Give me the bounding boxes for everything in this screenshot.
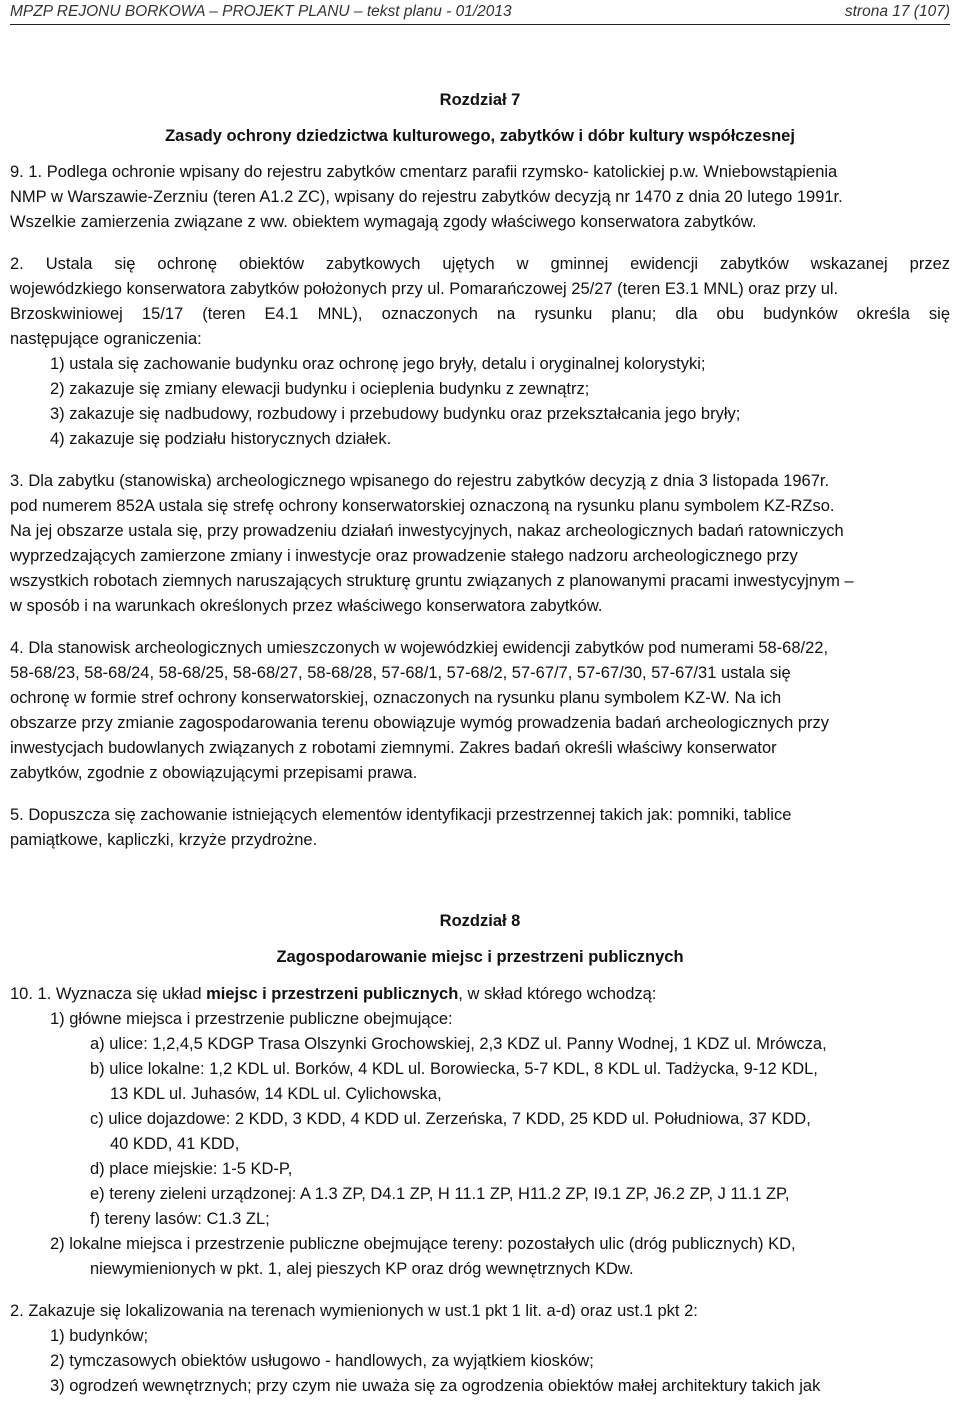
para-9-4-line-6: zabytków, zgodnie z obowiązującymi przepisami prawa. bbox=[10, 764, 418, 782]
para-10-1-item-e: e) tereny zieleni urządzonej: A 1.3 ZP, D4.1 ZP, H 11.1 ZP, H11.2 ZP, I9.1 ZP, J6.2 ZP, J 11.1 ZP, bbox=[90, 1185, 790, 1203]
para-10-2-item-2: 2) tymczasowych obiektów usługowo - handlowych, za wyjątkiem kiosków; bbox=[50, 1352, 594, 1370]
para-10-1-bold: miejsc i przestrzeni publicznych bbox=[206, 985, 459, 1003]
para-10-1-item-1: 1) główne miejsca i przestrzenie publiczne obejmujące: bbox=[50, 1010, 453, 1028]
para-9-4-line-4: obszarze przy zmianie zagospodarowania terenu obowiązuje wymóg prowadzenia badań archeologicznych przy bbox=[10, 714, 830, 732]
para-9-2-line-4: następujące ograniczenia: bbox=[10, 330, 202, 348]
para-10-1-line-1 bbox=[10, 985, 656, 1004]
para-10-1-item-b-line-1: b) ulice lokalne: 1,2 KDL ul. Borków, 4 KDL ul. Borowiecka, 5-7 KDL, 8 KDL ul. Tadżycka, 9-12 KDL, bbox=[90, 1060, 818, 1078]
para-9-4-line-3: ochronę w formie stref ochrony konserwatorskiej, oznaczonych na rysunku planu symbolem KZ-W. Na ich bbox=[10, 689, 782, 707]
page-number: strona 17 (107) bbox=[844, 3, 950, 20]
para-9-3-line-1: 3. Dla zabytku (stanowiska) archeologicznego wpisanego do rejestru zabytków decyzją z dnia 3 listopada 1967r. bbox=[10, 472, 830, 490]
para-9-3-line-5: wszystkich robotach ziemnych naruszających strukturę gruntu związanych z planowanymi pracami inwestycyjnym – bbox=[10, 572, 854, 590]
para-9-2-item-2: 2) zakazuje się zmiany elewacji budynku i ocieplenia budynku z zewnątrz; bbox=[50, 380, 590, 398]
para-9-1-line-1: 9. 1. Podlega ochronie wpisany do rejestru zabytków cmentarz parafii rzymsko- katolickiej p.w. Wniebowstąpienia bbox=[10, 163, 838, 181]
para-10-1-item-a: a) ulice: 1,2,4,5 KDGP Trasa Olszynki Grochowskiej, 2,3 KDZ ul. Panny Wodnej, 1 KDZ ul. Mrówcza, bbox=[90, 1035, 827, 1053]
para-10-2-item-1: 1) budynków; bbox=[50, 1327, 149, 1345]
para-10-2-item-3: 3) ogrodzeń wewnętrznych; przy czym nie uważa się za ogrodzenia obiektów małej architektury takich jak bbox=[50, 1377, 821, 1395]
chapter-8-title: Rozdział 8 bbox=[439, 912, 521, 930]
para-10-1-item-2-line-1: 2) lokalne miejsca i przestrzenie publiczne obejmujące tereny: pozostałych ulic (dróg publicznych) KD, bbox=[50, 1235, 796, 1253]
para-9-2-item-4: 4) zakazuje się podziału historycznych działek. bbox=[50, 430, 392, 448]
para-9-4-line-1: 4. Dla stanowisk archeologicznych umieszczonych w wojewódzkiej ewidencji zabytków pod numerami 58-68/22, bbox=[10, 639, 829, 657]
para-10-1-item-c-line-1: c) ulice dojazdowe: 2 KDD, 3 KDD, 4 KDD ul. Zerzeńska, 7 KDD, 25 KDD ul. Południowa, 37 KDD, bbox=[90, 1110, 811, 1128]
para-10-1-intro: 10. 1. Wyznacza się układ bbox=[10, 985, 207, 1003]
para-10-1-item-b-line-2: 13 KDL ul. Juhasów, 14 KDL ul. Cylichowska, bbox=[110, 1085, 442, 1103]
para-9-5-line-2: pamiątkowe, kapliczki, krzyże przydrożne. bbox=[10, 831, 318, 849]
para-9-4-line-2: 58-68/23, 58-68/24, 58-68/25, 58-68/27, 58-68/28, 57-68/1, 57-68/2, 57-67/7, 57-67/30, 57-67/31 ustala się bbox=[10, 664, 791, 682]
para-10-1-item-f: f) tereny lasów: C1.3 ZL; bbox=[90, 1210, 270, 1228]
para-9-2-item-3: 3) zakazuje się nadbudowy, rozbudowy i przebudowy budynku oraz przekształcania jego bryły; bbox=[50, 405, 741, 423]
chapter-7-title: Rozdział 7 bbox=[439, 91, 521, 109]
para-10-1-rest: , w skład którego wchodzą: bbox=[458, 985, 657, 1003]
para-9-3-line-3: Na jej obszarze ustala się, przy prowadzeniu działań inwestycyjnych, nakaz archeologicznych badań ratowniczych bbox=[10, 522, 844, 540]
para-10-2-line-1: 2. Zakazuje się lokalizowania na terenach wymienionych w ust.1 pkt 1 lit. a-d) oraz ust.1 pkt 2: bbox=[10, 1302, 698, 1320]
para-9-3-line-6: w sposób i na warunkach określonych przez właściwego konserwatora zabytków. bbox=[10, 597, 603, 615]
para-9-2-line-1: 2. Ustala się ochronę obiektów zabytkowych ujętych w gminnej ewidencji zabytków wskazanej przez bbox=[10, 255, 950, 273]
para-9-3-line-4: wyprzedzających zamierzone zmiany i inwestycje oraz prowadzenie stałego nadzoru archeologicznego przy bbox=[10, 547, 798, 565]
para-10-1-item-2-line-2: niewymienionych w pkt. 1, alej pieszych KP oraz dróg wewnętrznych KDw. bbox=[90, 1260, 634, 1278]
para-9-4-line-5: inwestycjach budowlanych związanych z robotami ziemnymi. Zakres badań określi właściwy konserwator bbox=[10, 739, 777, 757]
para-9-3-line-2: pod numerem 852A ustala się strefę ochrony konserwatorskiej oznaczoną na rysunku planu symbolem KZ-RZso. bbox=[10, 497, 835, 515]
chapter-7-subtitle: Zasady ochrony dziedzictwa kulturowego, zabytków i dóbr kultury współczesnej bbox=[165, 127, 795, 145]
para-9-5-line-1: 5. Dopuszcza się zachowanie istniejących elementów identyfikacji przestrzennej takich jak: pomniki, tablice bbox=[10, 806, 792, 824]
header-title: MPZP REJONU BORKOWA – PROJEKT PLANU – tekst planu - 01/2013 bbox=[10, 3, 512, 20]
para-9-1-line-3: Wszelkie zamierzenia związane z ww. obiektem wymagają zgody właściwego konserwatora zabytków. bbox=[10, 213, 757, 231]
para-9-1-line-2: NMP w Warszawie-Zerzniu (teren A1.2 ZC), wpisany do rejestru zabytków decyzją nr 1470 z dnia 20 lutego 1991r. bbox=[10, 188, 843, 206]
para-9-2-line-2: wojewódzkiego konserwatora zabytków położonych przy ul. Pomarańczowej 25/27 (teren E3.1 MNL) oraz przy ul. bbox=[10, 280, 839, 298]
chapter-8-subtitle: Zagospodarowanie miejsc i przestrzeni publicznych bbox=[276, 948, 684, 966]
para-9-2-item-1: 1) ustala się zachowanie budynku oraz ochronę jego bryły, detalu i oryginalnej kolorystyki; bbox=[50, 355, 706, 373]
page-header bbox=[10, 0, 950, 25]
para-9-2-line-3: Brzoskwiniowej 15/17 (teren E4.1 MNL), oznaczonych na rysunku planu; dla obu budynków określa się bbox=[10, 305, 950, 323]
para-10-1-item-c-line-2: 40 KDD, 41 KDD, bbox=[110, 1135, 240, 1153]
para-10-1-item-d: d) place miejskie: 1-5 KD-P, bbox=[90, 1160, 293, 1178]
